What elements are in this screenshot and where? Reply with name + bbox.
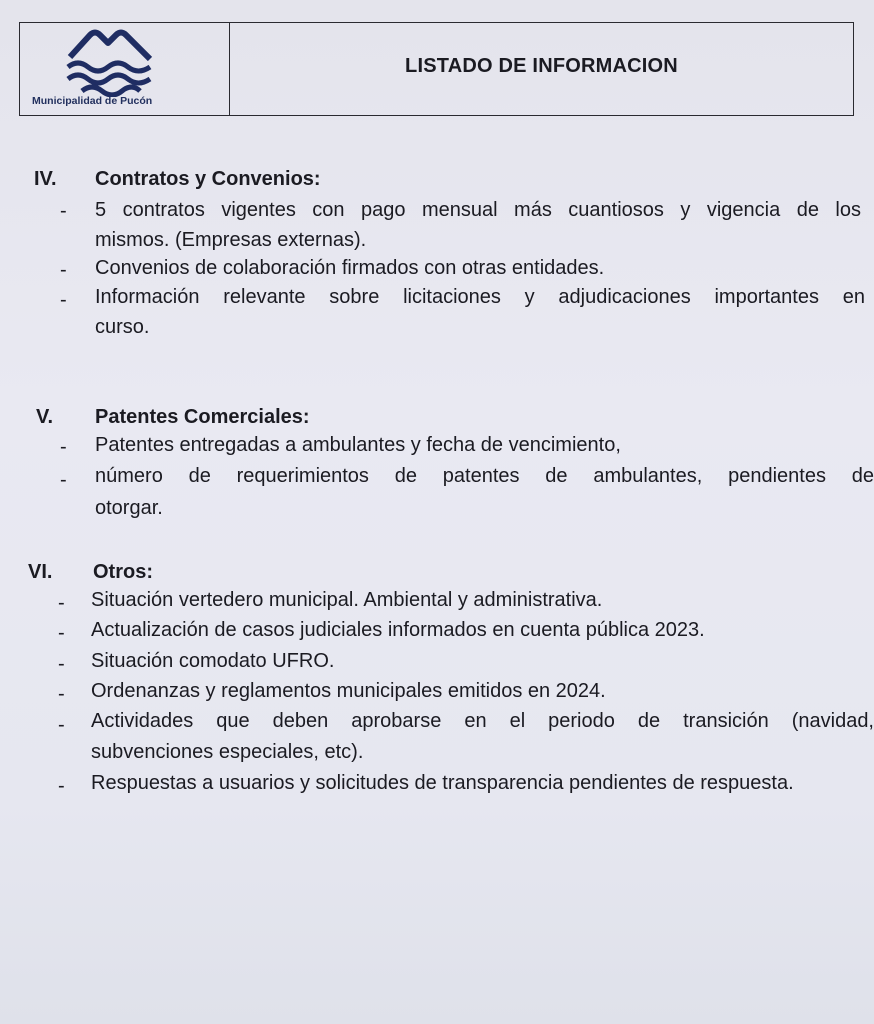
logo-text: Municipalidad de Pucón	[32, 95, 153, 107]
bullet-dash: -	[58, 592, 65, 614]
list-item-line: Situación comodato UFRO.	[91, 650, 335, 672]
municipal-logo-icon	[60, 27, 160, 97]
page-title: LISTADO DE INFORMACION	[405, 54, 678, 77]
list-item-line: mismos. (Empresas externas).	[95, 229, 367, 251]
list-item-line: Actividades que deben aprobarse en el periodo de transición (navidad,	[91, 710, 874, 732]
list-item-line: otorgar.	[95, 497, 163, 519]
bullet-dash: -	[58, 683, 65, 705]
bullet-dash: -	[58, 714, 65, 736]
bullet-dash: -	[60, 259, 67, 281]
list-item-line: número de requerimientos de patentes de ambulantes, pendientes de	[95, 465, 874, 487]
list-item-line: Actualización de casos judiciales informados en cuenta pública 2023.	[91, 619, 705, 641]
document-header	[19, 22, 854, 116]
list-item-line: Patentes entregadas a ambulantes y fecha de vencimiento,	[95, 434, 621, 456]
bullet-dash: -	[58, 775, 65, 797]
bullet-dash: -	[60, 200, 67, 222]
bullet-dash: -	[60, 436, 67, 458]
list-item-line: curso.	[95, 316, 150, 338]
list-item-line: 5 contratos vigentes con pago mensual más cuantiosos y vigencia de los	[95, 199, 861, 221]
list-item-line: Información relevante sobre licitaciones y adjudicaciones importantes en	[95, 286, 865, 308]
bullet-dash: -	[60, 289, 67, 311]
logo-cell	[20, 23, 230, 115]
list-item-line: Convenios de colaboración firmados con otras entidades.	[95, 257, 605, 279]
bullet-dash: -	[58, 653, 65, 675]
list-item-line: subvenciones especiales, etc).	[91, 741, 364, 763]
bullet-dash: -	[58, 622, 65, 644]
bullet-dash: -	[60, 469, 67, 491]
list-item-line: Situación vertedero municipal. Ambiental y administrativa.	[91, 589, 603, 611]
section-number: V.	[36, 406, 54, 428]
section-title: Contratos y Convenios:	[95, 168, 321, 190]
section-title: Otros:	[93, 561, 153, 583]
section-number: VI.	[28, 561, 53, 583]
list-item-line: Ordenanzas y reglamentos municipales emitidos en 2024.	[91, 680, 606, 702]
section-number: IV.	[34, 168, 57, 190]
list-item-line: Respuestas a usuarios y solicitudes de transparencia pendientes de respuesta.	[91, 772, 794, 794]
section-title: Patentes Comerciales:	[95, 406, 310, 428]
